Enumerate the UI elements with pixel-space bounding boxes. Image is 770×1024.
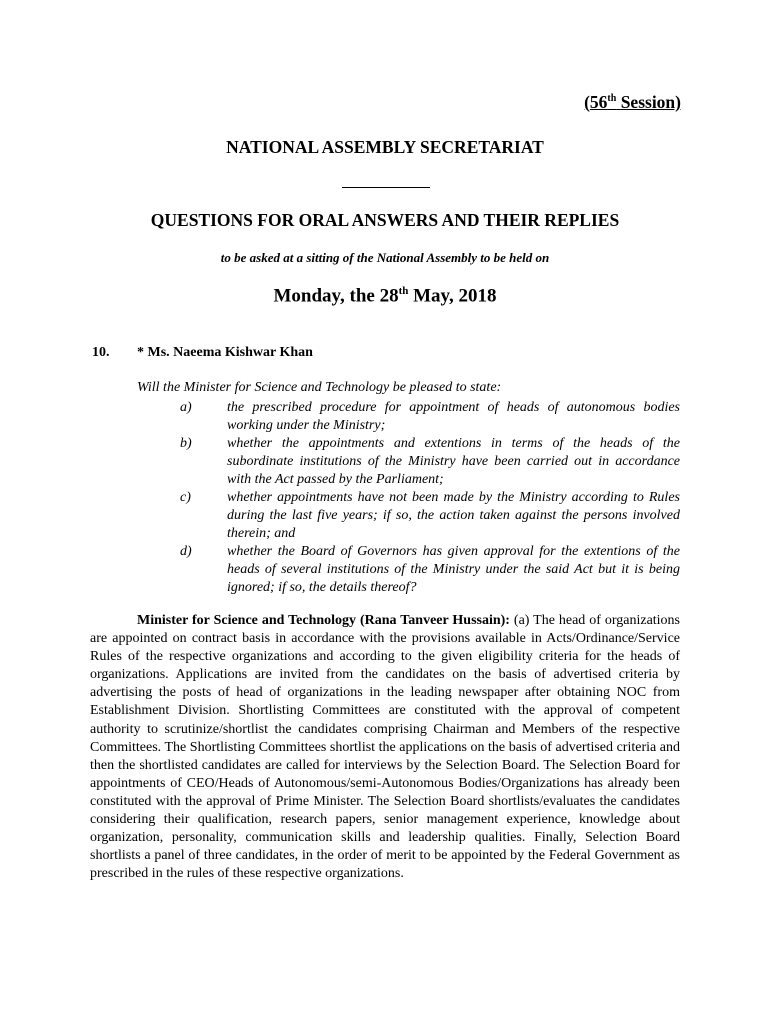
- date-rest: May, 2018: [408, 285, 497, 307]
- question-item-text: whether appointments have not been made by the Ministry according to Rules during the last five years; if so, the action taken against the persons involved therein; and: [227, 490, 680, 541]
- question-item-text: whether the appointments and extentions in terms of the heads of the subordinate institutions of the Ministry have been carried out in accordance with the Act passed by the Parliament;: [227, 436, 680, 487]
- session-number: 56: [589, 92, 608, 112]
- session-label: [584, 92, 681, 113]
- answer-speaker: Minister for Science and Technology (Rana Tanveer Hussain):: [137, 613, 510, 628]
- question-item: [180, 435, 680, 489]
- question-item-label: d): [180, 544, 192, 559]
- question-item: [180, 543, 680, 597]
- question-item: [180, 399, 680, 435]
- page-title: QUESTIONS FOR ORAL ANSWERS AND THEIR REPLIES: [150, 210, 620, 230]
- page-subtitle: to be asked at a sitting of the National Assembly to be held on: [220, 250, 550, 265]
- question-item-text: the prescribed procedure for appointment of heads of autonomous bodies working under the Ministry;: [227, 400, 680, 433]
- sitting-date: [0, 285, 770, 307]
- date-prefix: Monday, the 28: [273, 285, 399, 307]
- session-word: Session): [620, 92, 681, 112]
- session-suffix: th: [607, 93, 617, 105]
- question-number: 10.: [92, 345, 110, 360]
- answer-text: (a) The head of organizations are appointed on contract basis in accordance with the provisions available in Acts/Ordinance/Service Rules of the respective organizations and according to the given eligibility criteria for the heads of organizations. Applications are invited from the candidates on the basis of advertised criteria by advertising the posts of head of organizations in the leading newspaper after obtaining NOC from Establishment Division. Shortlisting Committees are constituted with the approval of competent authority to scrutinize/shortlist the candidates comprising Chairman and Members of the respective Committees. The Shortlisting Committees shortlist the applications on the basis of advertised criteria and then the shortlisted candidates are called for interviews by the Selection Board. The Selection Board for appointments of CEO/Heads of Autonomous/semi-Autonomous Bodies/Organizations has already been constituted with the approval of Prime Minister. The Selection Board shortlists/evaluates the candidates considering their qualification, research papers, senior management experience, knowledge about organization, personality, communication skills and leadership qualities. Finally, Selection Board shortlists a panel of three candidates, in the order of merit to be appointed by the Federal Government as prescribed in the rules of these respective organizations.: [90, 613, 681, 882]
- date-suffix: th: [398, 285, 409, 297]
- heading-divider: [342, 187, 430, 188]
- question-item-label: b): [180, 436, 192, 451]
- answer-paragraph: [90, 612, 680, 883]
- session-open: (: [584, 92, 590, 112]
- question-item-label: c): [180, 490, 191, 505]
- question-items: [180, 399, 680, 597]
- question-asker: * Ms. Naeema Kishwar Khan: [137, 345, 313, 360]
- question-item: [180, 489, 680, 543]
- secretariat-heading: NATIONAL ASSEMBLY SECRETARIAT: [226, 137, 544, 157]
- question-intro: Will the Minister for Science and Technology be pleased to state:: [137, 380, 502, 395]
- question-item-text: whether the Board of Governors has given approval for the extentions of the heads of several institutions of the Ministry under the said Act but it is being ignored; if so, the details thereof?: [227, 544, 680, 595]
- question-item-label: a): [180, 400, 192, 415]
